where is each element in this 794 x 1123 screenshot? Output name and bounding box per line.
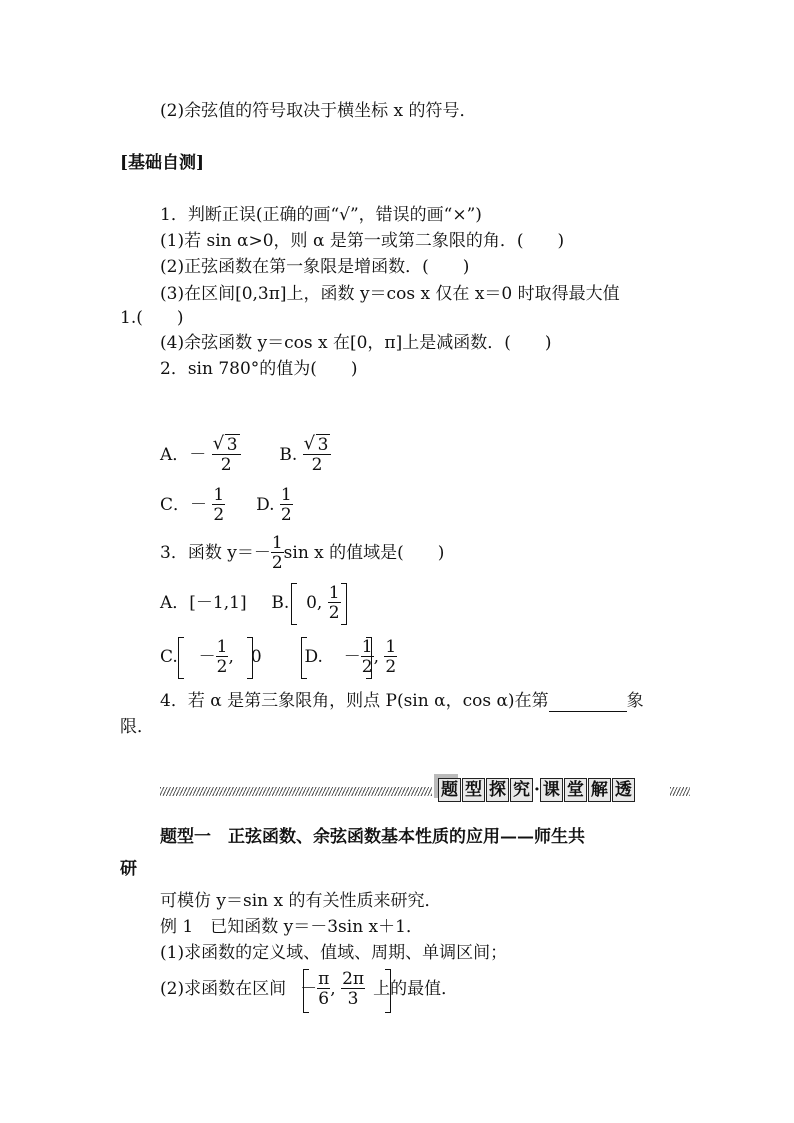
interval-right-bracket [385,969,391,1013]
q1-item-3a: (3)在区间[0,3π]上，函数 y＝cos x 仅在 x＝0 时取得最大值 [160,284,620,304]
banner-title: 题 型 探 究 · 课 堂 解 透 [438,778,636,802]
section-heading-basic-test: [基础自测] [120,153,205,173]
hint-text: 可模仿 y＝sin x 的有关性质来研究． [160,891,442,911]
q1-stem: 1．判断正误(正确的画“√”，错误的画“×”) [160,205,482,225]
banner-hatch-right [670,787,690,796]
note-2: (2)余弦值的符号取决于横坐标 x 的符号． [160,101,477,121]
q2-a-label: A．－ [160,445,207,465]
type1-title: 题型一 正弦函数、余弦函数基本性质的应用——师生共 [160,827,585,847]
example-1-part-2: (2)求函数在区间 － $\frac{\pi}{6}$ , $\frac{2\pi}{3}$ 上的最值． [160,969,459,1009]
q2-options-ab [160,430,331,480]
type1-title-cont: 研 [120,859,137,879]
q2-d-label: D. [256,495,275,515]
q4-stem: 4．若 α 是第三象限角，则点 P(sin α，cos α)在第 象 [160,691,644,711]
q2-a-fraction: √ 3 2 [212,437,241,474]
example-1: 例 1 已知函数 y＝－3sin x＋1． [160,917,423,937]
q3-c-left-bracket [178,637,184,679]
interval-left-bracket [303,969,309,1013]
q3-c-right-bracket [247,637,253,679]
q2-b-fraction: √ 3 2 [303,437,332,474]
q1-item-1: (1)若 sin α>0，则 α 是第一或第二象限的角．( ) [160,231,565,251]
q2-stem: 2．sin 780°的值为( ) [160,359,358,379]
q2-options-cd [160,482,293,528]
q2-b-label: B. [279,445,298,465]
section-banner [160,778,690,804]
q3-b-right-bracket [341,583,347,625]
q3-d-left-bracket [301,637,307,679]
q3-stem: 3．函数 y＝－ $\frac{1}{2}$ sin x 的值域是( ) [160,533,445,573]
q4-answer-blank [549,695,627,712]
q3-c-interval: － $\frac{1}{2}$ , 0 [198,637,262,677]
q3-stem-fraction: $\frac{1}{2}$ [271,533,283,573]
q2-c-label: C．－ [160,495,208,515]
interval-expr: － $\frac{\pi}{6}$ , $\frac{2\pi}{3}$ [300,969,365,1009]
q2-d-fraction: $\frac{1}{2}$ [280,485,292,525]
q3-a: A．[－1,1] [160,593,247,613]
q3-d-interval: － $\frac{1}{2}$ , $\frac{1}{2}$ [343,637,397,677]
q1-item-4: (4)余弦函数 y＝cos x 在[0，π]上是减函数．( ) [160,333,552,353]
q3-b-left-bracket [291,583,297,625]
q3-options-ab [160,580,341,626]
q1-item-2: (2)正弦函数在第一象限是增函数．( ) [160,257,470,277]
q4-stem-cont: 限． [120,717,154,737]
q3-d-label: D. [304,647,323,667]
q3-c-label: C. [160,647,178,667]
example-1-part-1: (1)求函数的定义域、值域、周期、单调区间； [160,943,508,963]
banner-hatch-left [160,787,432,796]
q3-b-interval: 0, $\frac{1}{2}$ [306,583,340,623]
q3-b-label: B. [271,593,290,613]
q1-item-3b: 1.( ) [120,308,184,328]
q2-c-fraction: $\frac{1}{2}$ [213,485,225,525]
q3-d-right-bracket [366,637,372,679]
q3-options-cd [160,634,397,680]
